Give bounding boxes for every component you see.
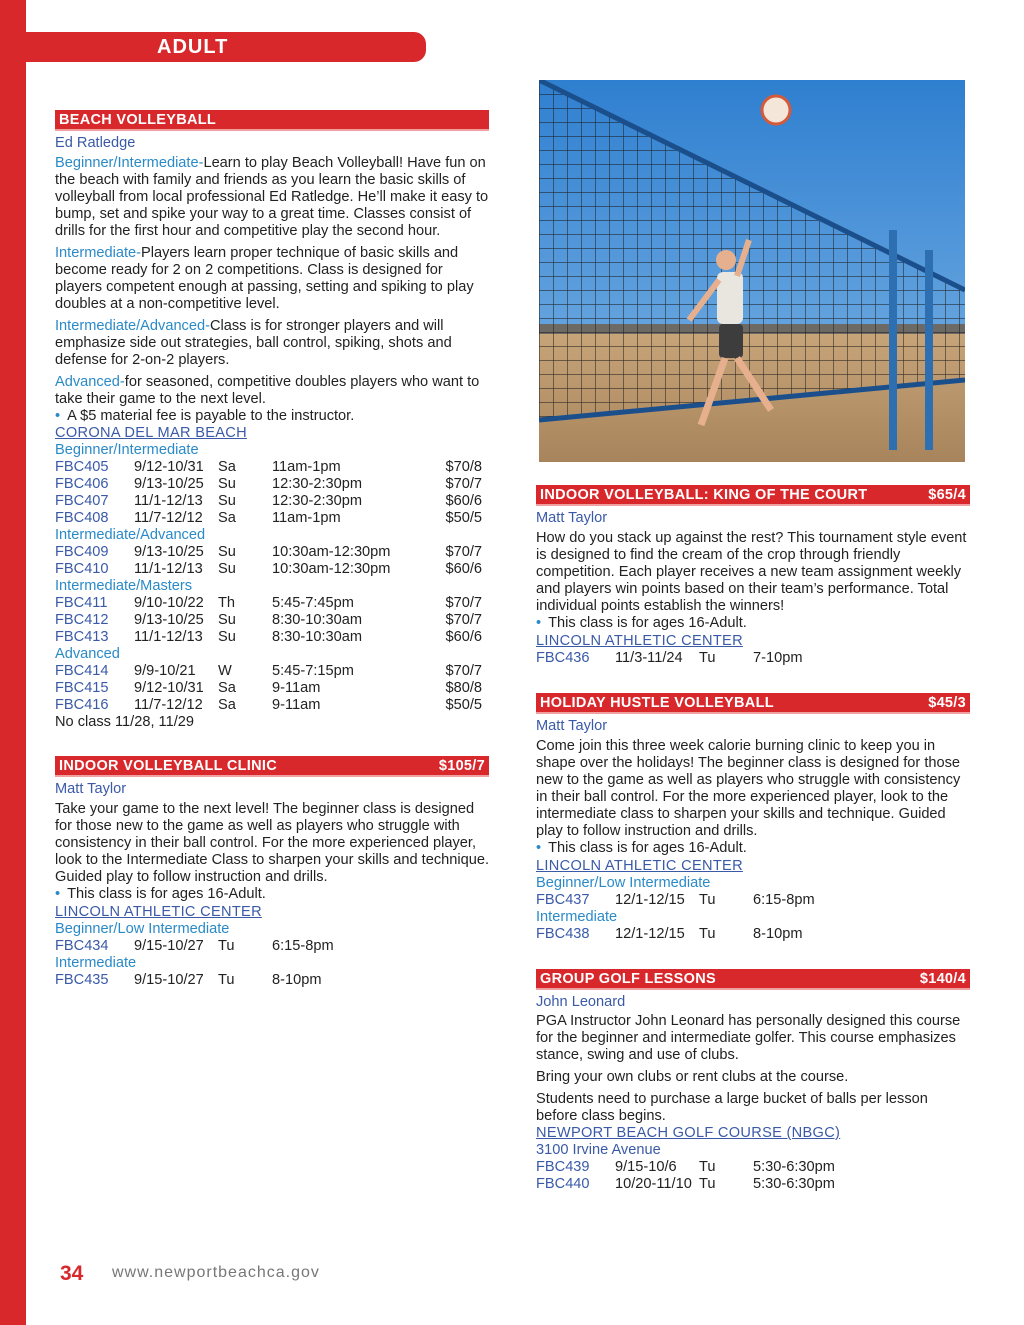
note-text: A $5 material fee is payable to the instructor.: [67, 408, 355, 424]
class-row: [55, 459, 489, 476]
class-time: 10:30am-12:30pm: [272, 544, 391, 560]
class-code[interactable]: FBC434: [55, 938, 109, 954]
section-banner-label: ADULT: [157, 36, 229, 58]
level-heading: Intermediate/Masters: [55, 578, 193, 594]
photo-illustration: [539, 80, 965, 462]
class-time: 5:30-6:30pm: [753, 1159, 835, 1175]
class-code[interactable]: FBC414: [55, 663, 109, 679]
class-dates: 9/12-10/31: [134, 680, 204, 696]
class-fee: $60/6: [445, 561, 482, 577]
class-dates: 11/1-12/13: [134, 629, 203, 645]
class-code[interactable]: FBC406: [55, 476, 109, 492]
section-header: [536, 485, 970, 506]
class-day: Tu: [699, 892, 716, 908]
class-time: 8-10pm: [753, 926, 803, 942]
class-time: 7-10pm: [753, 650, 803, 666]
section-price: $45/3: [928, 695, 966, 711]
class-dates: 11/1-12/13: [134, 493, 203, 509]
section-header: [55, 756, 489, 777]
class-fee: $60/6: [445, 629, 482, 645]
class-dates: 9/15-10/27: [134, 938, 204, 954]
class-fee: $60/6: [445, 493, 482, 509]
section-price: $65/4: [928, 487, 966, 503]
class-row: [55, 697, 489, 714]
location-link[interactable]: LINCOLN ATHLETIC CENTER: [536, 633, 743, 649]
paragraph: [55, 318, 489, 369]
level-heading: Advanced: [55, 646, 120, 662]
class-dates: 9/9-10/21: [134, 663, 196, 679]
class-fee: $70/7: [445, 663, 482, 679]
bullet-icon: •: [55, 408, 61, 424]
class-code[interactable]: FBC438: [536, 926, 590, 942]
class-dates: 9/13-10/25: [134, 612, 204, 628]
level-label: Beginner/Intermediate-: [55, 155, 204, 171]
paragraph-text: Class is for stronger players and will emphasize side out strategies, ball control, spiking, shots and defense for 2-on-2 players.: [55, 318, 452, 368]
class-day: Sa: [218, 697, 236, 713]
class-day: Su: [218, 476, 236, 492]
spacer: [55, 731, 489, 756]
description: Come join this three week calorie burning clinic to keep you in shape over the holidays! The beginner class is designed for those new to the game as well as players who struggle with consistency in their ball control. For the more experienced player, look to the intermediate class to sharpen your skills and technique. Guided play to follow instruction and drills.: [536, 738, 961, 839]
instructor-name: John Leonard: [536, 994, 626, 1010]
section-header: [536, 693, 970, 714]
class-row: [55, 595, 489, 612]
location-link[interactable]: NEWPORT BEACH GOLF COURSE (NBGC): [536, 1125, 841, 1141]
section-price: $105/7: [438, 758, 485, 774]
note: [536, 840, 970, 857]
instructor-name: Matt Taylor: [55, 781, 127, 797]
beach-volleyball-section: [55, 110, 489, 731]
class-time: 6:15-8pm: [272, 938, 334, 954]
class-code[interactable]: FBC409: [55, 544, 109, 560]
class-row: [55, 612, 489, 629]
class-row: [55, 510, 489, 527]
king-of-court-section: [536, 485, 970, 667]
class-fee: $80/8: [445, 680, 482, 696]
section-title: HOLIDAY HUSTLE VOLLEYBALL: [540, 695, 774, 711]
section-title: INDOOR VOLLEYBALL CLINIC: [59, 758, 277, 774]
class-row: [536, 650, 970, 667]
class-time: 8-10pm: [272, 972, 322, 988]
paragraph-text: Learn to play Beach Volleyball! Have fun on the beach with family and friends as you learn the basic skills of volleyball from local professional Ed Ratledge. He’ll make it easy to bump, set and spike your way to a great time. Classes consist of drills for the first hour and competitive play the second hour.: [55, 155, 489, 239]
class-time: 6:15-8pm: [753, 892, 815, 908]
indoor-clinic-section: [55, 756, 489, 989]
class-day: Tu: [699, 650, 716, 666]
beach-volleyball-photo: [539, 80, 965, 462]
level-heading: Intermediate/Advanced: [55, 527, 206, 543]
class-dates: 11/1-12/13: [134, 561, 203, 577]
class-code[interactable]: FBC413: [55, 629, 109, 645]
class-day: Su: [218, 561, 236, 577]
class-day: Tu: [218, 938, 235, 954]
instructor-name: Ed Ratledge: [55, 135, 136, 151]
class-day: Sa: [218, 680, 236, 696]
class-dates: 11/7-12/12: [134, 697, 203, 713]
class-dates: 9/13-10/25: [134, 544, 204, 560]
level-label: Intermediate-: [55, 245, 141, 261]
location-link[interactable]: CORONA DEL MAR BEACH: [55, 425, 247, 441]
paragraph: [55, 374, 489, 408]
level-heading: Intermediate: [55, 955, 137, 971]
holiday-hustle-section: [536, 693, 970, 943]
class-day: Su: [218, 612, 236, 628]
paragraph: Students need to purchase a large bucket of balls per lesson before class begins.: [536, 1091, 928, 1124]
class-day: W: [218, 663, 232, 679]
class-time: 8:30-10:30am: [272, 629, 363, 645]
note-text: This class is for ages 16-Adult.: [548, 615, 747, 631]
class-row: [55, 680, 489, 697]
paragraph-text: Players learn proper technique of basic skills and become ready for 2 on 2 competitions. Class is designed for players competent enough at passing, setting and spiking to play doubles at a non-competitive level.: [55, 245, 474, 312]
class-time: 12:30-2:30pm: [272, 476, 363, 492]
class-time: 12:30-2:30pm: [272, 493, 363, 509]
level-label: Advanced-: [55, 374, 125, 390]
class-fee: $70/7: [445, 476, 482, 492]
class-time: 11am-1pm: [272, 510, 341, 526]
description: Take your game to the next level! The beginner class is designed for those new to the game as well as players who struggle with consistency in their ball control. For the more experienced player, look to the Intermediate Class to sharpen your skills and technique. Guided play to follow instruction and drills.: [55, 801, 490, 885]
class-row: [536, 926, 970, 943]
left-accent-bar: [0, 0, 26, 1325]
bullet-icon: •: [536, 615, 542, 631]
class-day: Sa: [218, 459, 236, 475]
class-day: Sa: [218, 510, 236, 526]
class-code[interactable]: FBC411: [55, 595, 108, 611]
section-title: BEACH VOLLEYBALL: [59, 112, 217, 128]
no-class-note: No class 11/28, 11/29: [55, 714, 194, 730]
left-column: [55, 110, 489, 989]
instructor-name: Matt Taylor: [536, 718, 608, 734]
class-code[interactable]: FBC410: [55, 561, 109, 577]
class-day: Tu: [699, 1176, 716, 1192]
class-row: [55, 938, 489, 955]
note-text: This class is for ages 16-Adult.: [67, 886, 266, 902]
location-link[interactable]: LINCOLN ATHLETIC CENTER: [536, 858, 743, 874]
class-code[interactable]: FBC435: [55, 972, 109, 988]
class-dates: 12/1-12/15: [615, 892, 685, 908]
class-fee: $50/5: [445, 510, 482, 526]
class-fee: $50/5: [445, 697, 482, 713]
class-time: 9-11am: [272, 697, 321, 713]
class-row: [55, 544, 489, 561]
class-day: Tu: [699, 926, 716, 942]
class-dates: 9/12-10/31: [134, 459, 204, 475]
class-row: [536, 1176, 970, 1193]
section-banner: [26, 32, 426, 62]
class-day: Tu: [218, 972, 235, 988]
class-fee: $70/8: [445, 459, 482, 475]
level-heading: Beginner/Low Intermediate: [536, 875, 711, 891]
class-day: Tu: [699, 1159, 716, 1175]
class-row: [55, 561, 489, 578]
level-heading: Beginner/Intermediate: [55, 442, 199, 458]
description: [55, 155, 489, 425]
class-time: 10:30am-12:30pm: [272, 561, 391, 577]
class-time: 5:45-7:15pm: [272, 663, 354, 679]
class-fee: $70/7: [445, 595, 482, 611]
bullet-icon: •: [55, 886, 61, 902]
class-code[interactable]: FBC405: [55, 459, 109, 475]
location-address: 3100 Irvine Avenue: [536, 1142, 661, 1158]
spacer: [536, 943, 970, 969]
level-heading: Intermediate: [536, 909, 618, 925]
class-row: [55, 972, 489, 989]
class-time: 5:45-7:45pm: [272, 595, 354, 611]
class-row: [55, 493, 489, 510]
class-day: Su: [218, 493, 236, 509]
paragraph-text: for seasoned, competitive doubles players who want to take their game to the next level.: [55, 374, 480, 407]
class-dates: 9/15-10/6: [615, 1159, 677, 1175]
paragraph: Bring your own clubs or rent clubs at the course.: [536, 1069, 849, 1085]
class-day: Th: [218, 595, 236, 611]
class-code[interactable]: FBC416: [55, 697, 109, 713]
website-link[interactable]: www.newportbeachca.gov: [112, 1264, 320, 1281]
class-dates: 10/20-11/10: [615, 1176, 692, 1192]
note: [536, 615, 970, 632]
class-dates: 9/15-10/27: [134, 972, 204, 988]
class-dates: 11/3-11/24: [615, 650, 683, 666]
level-heading: Beginner/Low Intermediate: [55, 921, 230, 937]
golf-lessons-section: [536, 969, 970, 1193]
page-number: 34: [60, 1262, 84, 1285]
level-label: Intermediate/Advanced-: [55, 318, 210, 334]
instructor-name: Matt Taylor: [536, 510, 608, 526]
class-row: [536, 1159, 970, 1176]
spacer: [536, 667, 970, 693]
class-time: 9-11am: [272, 680, 321, 696]
class-code[interactable]: FBC408: [55, 510, 109, 526]
class-code[interactable]: FBC439: [536, 1159, 590, 1175]
class-row: [55, 663, 489, 680]
section-title: INDOOR VOLLEYBALL: KING OF THE COURT: [540, 487, 868, 503]
class-fee: $70/7: [445, 612, 482, 628]
bullet-icon: •: [536, 840, 542, 856]
paragraph: PGA Instructor John Leonard has personally designed this course for the beginner and intermediate golfer. This course emphasizes stance, swing and use of clubs.: [536, 1013, 961, 1063]
class-dates: 12/1-12/15: [615, 926, 685, 942]
section-title: GROUP GOLF LESSONS: [540, 971, 716, 987]
class-dates: 11/7-12/12: [134, 510, 203, 526]
class-row: [55, 476, 489, 493]
class-code[interactable]: FBC412: [55, 612, 109, 628]
section-header: [55, 110, 489, 131]
class-time: 11am-1pm: [272, 459, 341, 475]
class-code[interactable]: FBC407: [55, 493, 109, 509]
class-fee: $70/7: [445, 544, 482, 560]
class-dates: 9/10-10/22: [134, 595, 204, 611]
class-code[interactable]: FBC440: [536, 1176, 590, 1192]
class-day: Su: [218, 544, 236, 560]
note: [55, 886, 489, 903]
class-code[interactable]: FBC436: [536, 650, 590, 666]
class-row: [55, 629, 489, 646]
right-column: [536, 485, 970, 1193]
class-day: Su: [218, 629, 236, 645]
location-link[interactable]: LINCOLN ATHLETIC CENTER: [55, 904, 262, 920]
class-code[interactable]: FBC437: [536, 892, 590, 908]
note-text: This class is for ages 16-Adult.: [548, 840, 747, 856]
description: How do you stack up against the rest? This tournament style event is designed to find the cream of the crop through friendly competition. Each player receives a new team assignment weekly and players win points based on their team’s performance. Total individual points establish the winners!: [536, 530, 967, 614]
paragraph: [55, 155, 489, 240]
class-time: 5:30-6:30pm: [753, 1176, 835, 1192]
class-code[interactable]: FBC415: [55, 680, 109, 696]
class-dates: 9/13-10/25: [134, 476, 204, 492]
class-row: [536, 892, 970, 909]
note: [55, 408, 489, 425]
section-header: [536, 969, 970, 990]
paragraph: [55, 245, 489, 313]
class-time: 8:30-10:30am: [272, 612, 363, 628]
section-price: $140/4: [919, 971, 966, 987]
